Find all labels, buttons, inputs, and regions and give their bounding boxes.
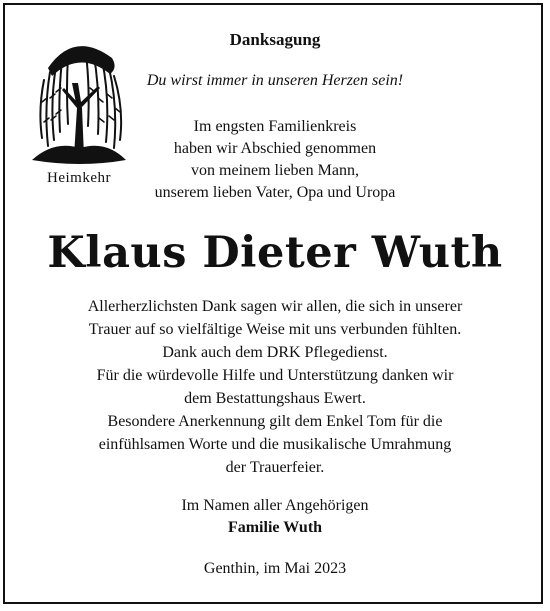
- thanks-line: der Trauerfeier.: [225, 459, 325, 476]
- intro-line: haben wir Abschied genommen: [173, 140, 377, 157]
- signoff-line: Im Namen aller Angehörigen: [181, 497, 369, 514]
- deceased-name: Klaus Dieter Wuth: [47, 228, 503, 278]
- signoff: [0, 495, 550, 539]
- thanks-text: [0, 295, 550, 479]
- intro-text: [0, 116, 550, 204]
- logo-caption: Heimkehr: [47, 170, 111, 186]
- family-name: Familie Wuth: [227, 519, 323, 536]
- thanks-line: Trauer auf so vielfältige Weise mit uns verbunden fühlten.: [88, 321, 462, 338]
- intro-line: Im engsten Familienkreis: [193, 118, 357, 135]
- thanks-line: Für die würdevolle Hilfe und Unterstützung danken wir: [96, 367, 454, 384]
- intro-line: unserem lieben Vater, Opa und Uropa: [154, 184, 396, 201]
- thanks-line: Dank auch dem DRK Pflegedienst.: [162, 344, 388, 361]
- place-date: Genthin, im Mai 2023: [203, 560, 347, 577]
- notice-heading: Danksagung: [229, 30, 321, 49]
- intro-line: von meinem lieben Mann,: [191, 162, 359, 179]
- thanks-line: Besondere Anerkennung gilt dem Enkel Tom für die: [107, 413, 443, 430]
- thanks-line: dem Bestattungshaus Ewert.: [184, 390, 366, 407]
- thanks-line: Allerherzlichsten Dank sagen wir allen, die sich in unserer: [87, 298, 463, 315]
- motto: Du wirst immer in unseren Herzen sein!: [146, 72, 404, 89]
- thanks-line: einfühlsamen Worte und die musikalische Umrahmung: [98, 436, 452, 453]
